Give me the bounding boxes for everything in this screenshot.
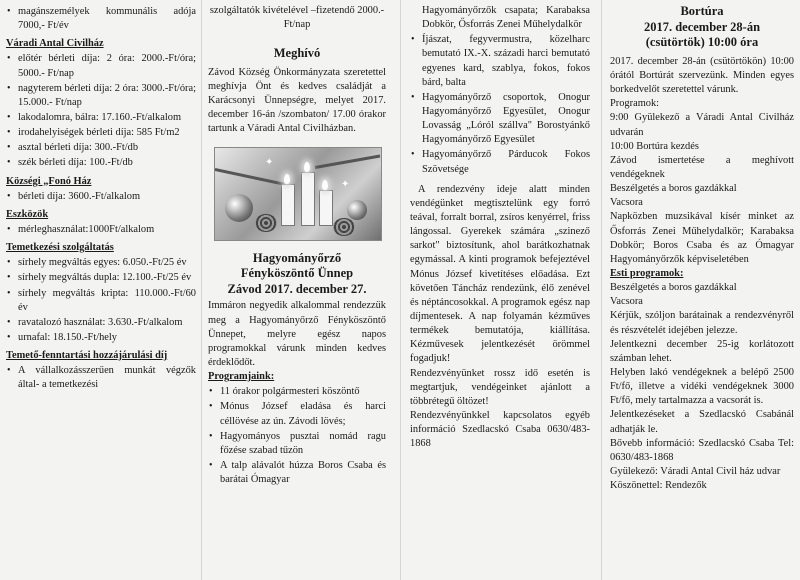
fir-branch	[215, 168, 284, 185]
column-programs	[410, 4, 590, 576]
invitation-text: Závod Község Önkormányzata szeretettel meghívja Önt és kedves családját a Karácsonyi Ünnepségre, melyet 2017. december 16-án /szombaton/ 17.00 órakor tartunk a Váradi Antal Civilházban.	[208, 66, 386, 135]
fir-branch	[315, 154, 381, 168]
civilhaz-list	[6, 52, 196, 170]
program-list-2	[410, 33, 590, 176]
fold-line	[201, 0, 202, 580]
section-heading: Községi „Fonó Ház	[6, 175, 92, 187]
closing-line: Bővebb információ: Szedlacskó Csaba Tel: 0630/483-1868	[610, 437, 794, 463]
closing-line: Köszönettel: Rendezők	[610, 480, 707, 492]
section-heading: Temető-fenntartási hozzájárulási díj	[6, 350, 168, 362]
list-item: • Hagyományőrző csoportok, Onogur Hagyományőrző Egyesület, Onogur Lovasság „Lóról szállva" Borostyánkő Hagyományőrző Egyesület	[410, 91, 590, 148]
fono-list	[6, 190, 196, 204]
temetkezesi-list	[6, 256, 196, 345]
wine-tour-title	[610, 4, 794, 51]
list-item: • mérleghasználat:1000Ft/alkalom	[6, 223, 196, 237]
star-icon: ✦	[265, 156, 274, 168]
candles-photo	[214, 147, 382, 241]
program-line: Napközben muzsikával kísér minket az Ősforrás Zenei Műhelydalkör; Karabaksa Dobkör; Boros Csaba és az Ómagyar Hagyományőrzők képviseletében	[610, 211, 794, 265]
list-item: • Íjászat, fegyvermustra, közelharc bemutató IX.-X. századi harci bemutató egyenes kard, szablya, fokos, fokos bárd, balta	[410, 33, 590, 90]
program-line: 9:00 Gyülekező a Váradi Antal Civilház udvarán	[610, 112, 794, 138]
list-item: • Hagyományos pusztai nomád ragu főzése szabad tűzön	[208, 430, 386, 458]
list-item: • ravatalozó használat: 3.630.-Ft/alkalom	[6, 316, 196, 330]
ornament-ball	[347, 200, 367, 220]
contact-paragraph: Rendezvényünkkel kapcsolatos egyéb információ Szedlacskó Csaba 0630/483-1868	[410, 409, 590, 450]
column-wine-tour	[610, 4, 794, 576]
section-heading: Temetkezési szolgáltatás	[6, 242, 114, 254]
list-item: • Mónus József eladása és harci céllövése az ún. Závodi lövés;	[208, 400, 386, 428]
list-item: • nagyterem bérleti díja: 2 óra: 3000.-Ft/óra; 15.000.- Ft/nap	[6, 82, 196, 110]
program-label: Programok:	[610, 98, 660, 110]
column-invitation	[208, 4, 386, 576]
top-list	[6, 5, 196, 33]
event-text: Immáron negyedik alkalommal rendezzük meg a Hagyományőrző Fényköszöntő Ünnepet, melyre egész napos programokkal várunk minden kedves érdeklődőt.	[208, 300, 386, 369]
ornament-ball	[225, 194, 253, 222]
closing-line: Helyben lakó vendégeknek a belépő 2500 Ft/fő, illetve a vidéki vendégeknek 3000 Ft/fő, mely tartalmazza a vacsorát is.	[610, 366, 794, 407]
weather-paragraph: Rendezvényünket rossz idő esetén is megtartjuk, vendégeinket ajánlott a többrétegű öltözet!	[410, 367, 590, 407]
closing-line: Jelentkezéseket a Szedlacskó Csabánál adhatják le.	[610, 409, 794, 435]
flame	[304, 162, 310, 172]
flame	[284, 174, 290, 184]
pine-cone	[333, 218, 355, 236]
event-title-line: Hagyományőrző	[252, 250, 342, 265]
list-item: • A talp alávalót húzza Boros Csaba és barátai Ómagyar	[208, 459, 386, 487]
list-item: • irodahelyiségek bérleti díja: 585 Ft/m2	[6, 126, 196, 140]
candle	[281, 184, 295, 226]
list-item: • sírhely megváltás kripta: 110.000.-Ft/60 év	[6, 287, 196, 315]
program-line: Závod ismertetése a meghívott vendégeknek	[610, 154, 794, 180]
intro-text: 2017. december 28-án (csütörtökön) 10:00 órától Bortúrát szervezünk. Minden egyes borkedvelőt szeretettel várunk.	[610, 55, 794, 96]
section-heading: Váradi Antal Civilház	[6, 38, 104, 50]
event-title	[208, 251, 386, 298]
list-item: • bérleti díja: 3600.-Ft/alkalom	[6, 190, 196, 204]
list-item: • urnafal: 18.150.-Ft/hely	[6, 331, 196, 345]
star-icon: ✦	[341, 178, 350, 190]
list-item: • sírhely megváltás egyes: 6.050.-Ft/25 év	[6, 256, 196, 270]
fold-line	[400, 0, 401, 580]
list-item: • sírhely megváltás dupla: 12.100.-Ft/25 év	[6, 271, 196, 285]
pine-cone	[255, 214, 277, 232]
title-line: (csütörtök) 10:00 óra	[645, 35, 759, 50]
list-item: • 11 órakor polgármesteri köszöntő	[208, 385, 386, 399]
list-item: • A vállalkozásszerűen munkát végzők által- a temetkezési	[6, 364, 196, 392]
list-item: • asztal bérleti díja: 300.-Ft/db	[6, 141, 196, 155]
title-line: Bortúra	[680, 4, 724, 18]
eszkozok-list	[6, 223, 196, 237]
program-line: Beszélgetés a boros gazdákkal	[610, 183, 737, 195]
program-heading: Programjaink:	[208, 371, 275, 383]
continued-text: Hagyományőrzők csapata; Karabaksa Dobkör, Ősforrás Zenei Műhelydalkör	[422, 5, 590, 31]
section-heading: Eszközök	[6, 208, 49, 220]
title-line: 2017. december 28-án	[643, 19, 761, 34]
program-line: 10:00 Bortúra kezdés	[610, 140, 699, 152]
evening-line: Beszélgetés a boros gazdákkal	[610, 282, 737, 294]
candle	[301, 172, 315, 226]
closing-line: Jelentkezni december 25-ig korlátozott számban lehet.	[610, 338, 794, 364]
flame	[322, 180, 328, 190]
program-line: Vacsora	[610, 197, 643, 209]
candle	[319, 190, 333, 226]
fold-line	[601, 0, 602, 580]
closing-line: Gyülekező: Váradi Antal Civil ház udvar	[610, 465, 781, 477]
evening-line: Vacsora	[610, 296, 643, 308]
list-item: • előtér bérleti díja: 2 óra: 2000.-Ft/óra; 5000.- Ft/nap	[6, 52, 196, 80]
invitation-title: Meghívó	[273, 46, 321, 61]
evening-heading: Esti programok:	[610, 267, 684, 279]
list-item: • szék bérleti díja: 100.-Ft/db	[6, 156, 196, 170]
list-item: • lakodalomra, bálra: 17.160.-Ft/alkalom	[6, 111, 196, 125]
info-paragraph: A rendezvény ideje alatt minden vendégünket megtisztelünk egy forró teával, forralt borral, zsíros kenyérrel, friss lángossal. Gyerekek számára „szinező sarkot" biztosítunk, ahol barátkozhatnak egymással. A kinti programok befejeztével Mónus József kivetítéses előadása. Ezt követően Táncház rendezünk, élő zenével és néptáncosokkal. A programok egész nap díjmentesek. A nap folyamán kézműves termékek bemutatója, kiállítása. Kézművesek jelentkezését örömmel fogadjuk!	[410, 183, 590, 365]
continued-text: szolgáltatók kivételével –fizetendő 2000.-Ft/nap	[209, 5, 385, 31]
column-fees	[6, 4, 196, 576]
list-item: • Hagyományőrző Párducok Fokos Szövetsége	[410, 148, 590, 176]
list-item: • magánszemélyek kommunális adója 7000,- Ft/év	[6, 5, 196, 33]
temeto-list	[6, 364, 196, 392]
program-list	[208, 385, 386, 487]
closing-line: Kérjük, szóljon barátainak a rendezvényről és részvételét idejében jelezze.	[610, 310, 794, 336]
event-title-line: Závod 2017. december 27.	[227, 281, 367, 296]
event-title-line: Fényköszöntő Ünnep	[240, 266, 354, 281]
